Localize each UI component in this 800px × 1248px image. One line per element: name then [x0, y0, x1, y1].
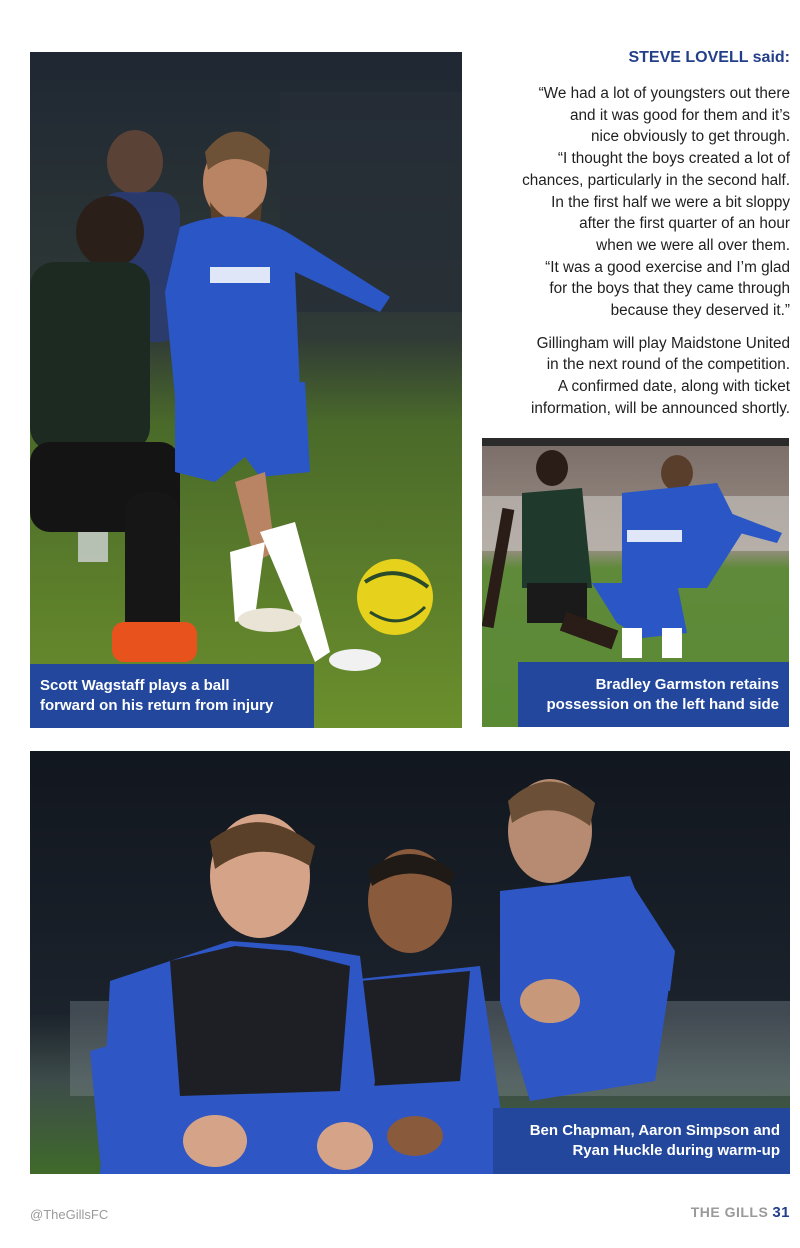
quote-line: chances, particularly in the second half. — [522, 171, 790, 189]
photo-warm-up — [30, 751, 790, 1174]
quote-paragraph — [494, 83, 790, 322]
news-paragraph — [494, 333, 790, 420]
photo-bradley-garmston — [482, 438, 789, 727]
quote-line: “I thought the boys created a lot of — [557, 150, 790, 168]
photo-scott-wagstaff-image — [30, 52, 462, 728]
quote-line: nice obviously to get through. — [591, 128, 790, 146]
caption-line: Bradley Garmston retains — [595, 675, 779, 693]
quote-line: “It was a good exercise and I’m glad — [545, 258, 790, 276]
photo-bradley-garmston-caption — [518, 662, 789, 727]
caption-line: Scott Wagstaff plays a ball — [40, 677, 230, 694]
quote-line: because they deserved it.” — [610, 302, 790, 320]
caption-line: possession on the left hand side — [546, 695, 779, 713]
magazine-title: THE GILLS — [690, 1204, 769, 1220]
news-line: A confirmed date, along with ticket — [557, 378, 790, 396]
quote-line: “We had a lot of youngsters out there — [538, 85, 790, 102]
news-line: in the next round of the competition. — [546, 356, 790, 374]
quote-line: and it was good for them and it’s — [570, 106, 790, 124]
news-line: Gillingham will play Maidstone United — [536, 334, 790, 352]
quote-line: for the boys that they came through — [549, 280, 790, 298]
page-footer — [691, 1204, 790, 1221]
photo-warm-up-caption — [493, 1108, 790, 1174]
quote-line: after the first quarter of an hour — [579, 215, 790, 233]
caption-line: Ryan Huckle during warm-up — [572, 1142, 780, 1159]
quote-line: when we were all over them. — [596, 236, 790, 254]
page-number: 31 — [772, 1204, 790, 1221]
news-line: information, will be announced shortly. — [530, 399, 790, 417]
caption-line: forward on his return from injury — [40, 697, 274, 714]
caption-line: Ben Chapman, Aaron Simpson and — [529, 1122, 780, 1139]
photo-scott-wagstaff-caption — [30, 664, 314, 728]
manager-quote — [494, 48, 790, 420]
social-handle: @TheGillsFC — [30, 1207, 109, 1222]
photo-scott-wagstaff — [30, 52, 462, 728]
quote-heading: STEVE LOVELL said: — [628, 49, 790, 66]
quote-line: In the first half we were a bit sloppy — [551, 193, 790, 211]
